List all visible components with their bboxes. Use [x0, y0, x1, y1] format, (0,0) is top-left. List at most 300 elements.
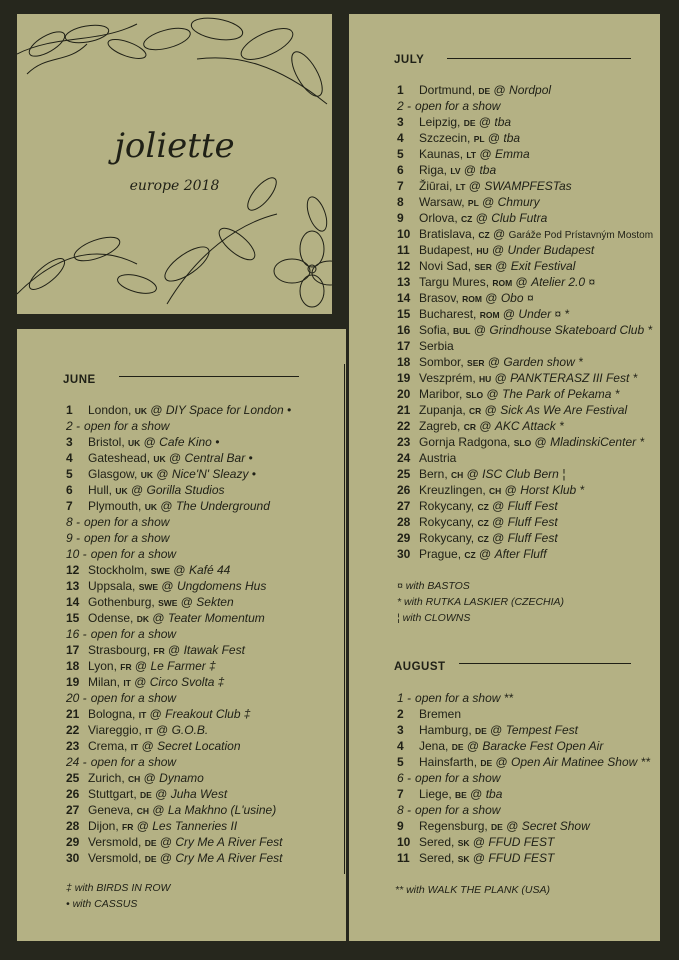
show-city: Uppsala, [88, 579, 139, 593]
show-row [397, 82, 653, 98]
country-code: DE [463, 118, 476, 128]
show-row [66, 562, 291, 578]
show-venue: Emma [495, 147, 530, 161]
show-date: 8 - [66, 515, 81, 529]
show-city: Plymouth, [88, 499, 145, 513]
show-venue: Freakout Club ‡ [165, 707, 251, 721]
show-row [397, 834, 650, 850]
show-row [66, 530, 291, 546]
show-date: 2 - [397, 99, 412, 113]
show-date: 29 [397, 531, 411, 545]
show-row [397, 178, 653, 194]
show-date: 17 [397, 339, 411, 353]
at-sign: @ [465, 179, 485, 193]
country-code: DE [140, 790, 152, 800]
country-code: UK [134, 406, 147, 416]
show-city: Odense, [88, 611, 137, 625]
show-date: 9 [397, 819, 404, 833]
country-code: PL [473, 134, 485, 144]
show-venue: After Fluff [494, 547, 547, 561]
show-row [66, 834, 291, 850]
show-city: Serbia [419, 339, 454, 353]
at-sign: @ [481, 403, 501, 417]
divider [119, 376, 299, 377]
show-row [66, 674, 291, 690]
show-date: 27 [397, 499, 411, 513]
show-city: Prague, [419, 547, 465, 561]
show-city: Bristol, [88, 435, 129, 449]
country-code: BE [455, 790, 467, 800]
show-venue: Cry Me A River Fest [175, 851, 283, 865]
show-city: Dortmund, [419, 83, 479, 97]
show-row [66, 642, 291, 658]
show-date: 23 [397, 435, 411, 449]
country-code: SLO [513, 438, 532, 448]
show-row [397, 306, 653, 322]
show-city: Bremen [419, 707, 462, 721]
show-date: 29 [66, 835, 80, 849]
june-notes [66, 880, 170, 912]
show-city: Zagreb, [419, 419, 464, 433]
open-slot-text: open for a show ** [415, 691, 514, 705]
show-city: Kaunas, [419, 147, 467, 161]
show-date: 18 [66, 659, 80, 673]
show-row [397, 786, 650, 802]
open-slot-text: open for a show [90, 547, 177, 561]
show-venue: Tempest Fest [505, 723, 578, 737]
at-sign: @ [146, 707, 166, 721]
show-date: 21 [66, 707, 80, 721]
at-sign: @ [177, 595, 197, 609]
show-date: 17 [66, 643, 80, 657]
month-heading-july: JULY [394, 54, 425, 66]
country-code: CR [469, 406, 482, 416]
show-row [66, 434, 291, 450]
country-code: ROM [479, 310, 500, 320]
at-sign: @ [148, 803, 168, 817]
at-sign: @ [476, 147, 495, 161]
open-slot-text: open for a show [415, 803, 501, 817]
at-sign: @ [501, 483, 521, 497]
show-venue: Secret Location [157, 739, 241, 753]
show-venue: tba [503, 131, 521, 145]
footnote: ** with WALK THE PLANK (USA) [395, 884, 551, 896]
country-code: UK [128, 438, 141, 448]
show-row [66, 818, 291, 834]
logo-panel [17, 14, 332, 314]
show-row [397, 850, 650, 866]
show-date: 10 [397, 227, 411, 241]
show-row [397, 210, 653, 226]
show-row [66, 706, 291, 722]
show-city: Versmold, [88, 835, 145, 849]
country-code: UK [140, 470, 153, 480]
show-date: 3 [397, 723, 404, 737]
show-venue: Les Tanneries II [152, 819, 238, 833]
show-city: Žiūrai, [419, 179, 456, 193]
show-venue: Under ¤ * [518, 307, 570, 321]
show-venue: Circo Svolta ‡ [149, 675, 225, 689]
show-row [397, 146, 653, 162]
show-row [397, 530, 653, 546]
show-city: Austria [419, 451, 457, 465]
show-city: Jena, [419, 739, 452, 753]
country-code: LT [455, 182, 466, 192]
show-row [397, 130, 653, 146]
show-row [66, 626, 291, 642]
show-date: 5 [397, 147, 404, 161]
show-city: Versmold, [88, 851, 145, 865]
show-row [397, 322, 653, 338]
show-city: Rokycany, [419, 499, 478, 513]
show-row [66, 594, 291, 610]
show-date: 13 [397, 275, 411, 289]
show-venue: Garáže Pod Prístavným Mostom [508, 230, 654, 241]
country-code: HU [479, 374, 492, 384]
show-venue: FFUD FEST [488, 851, 555, 865]
at-sign: @ [140, 435, 160, 449]
country-code: SWE [158, 598, 178, 608]
show-date: 4 [397, 739, 404, 753]
show-date: 18 [397, 355, 411, 369]
show-date: 6 - [397, 771, 412, 785]
show-row [397, 706, 650, 722]
at-sign: @ [463, 467, 483, 481]
show-row [66, 786, 291, 802]
divider [344, 364, 345, 874]
show-row [397, 402, 653, 418]
show-venue: Itawak Fest [183, 643, 245, 657]
show-city: Stockholm, [88, 563, 151, 577]
show-row [397, 98, 653, 114]
country-code: DE [475, 726, 487, 736]
country-code: CZ [477, 502, 489, 512]
country-code: IT [145, 726, 153, 736]
show-row [66, 738, 291, 754]
at-sign: @ [148, 611, 168, 625]
show-date: 14 [397, 291, 411, 305]
open-slot-text: open for a show [84, 515, 170, 529]
show-date: 2 - [66, 419, 81, 433]
at-sign: @ [164, 643, 184, 657]
show-date: 4 [397, 131, 404, 145]
show-date: 6 [397, 163, 404, 177]
at-sign: @ [463, 739, 483, 753]
country-code: DE [451, 742, 464, 752]
show-city: Zupanja, [419, 403, 470, 417]
show-date: 9 - [66, 531, 81, 545]
footnote: ‡ with BIRDS IN ROW [66, 882, 171, 894]
show-city: Bratislava, [419, 227, 479, 241]
show-date: 5 [397, 755, 404, 769]
show-date: 25 [66, 771, 80, 785]
at-sign: @ [531, 435, 551, 449]
at-sign: @ [460, 163, 480, 177]
show-date: 12 [397, 259, 411, 273]
show-city: Sered, [419, 851, 458, 865]
open-slot-text: open for a show [415, 771, 501, 785]
show-row [397, 338, 653, 354]
june-show-list [66, 402, 291, 866]
at-sign: @ [491, 371, 511, 385]
show-city: Bologna, [88, 707, 139, 721]
country-code: SWE [138, 582, 159, 592]
show-city: Stuttgart, [88, 787, 141, 801]
show-date: 3 [66, 435, 73, 449]
show-venue: G.O.B. [171, 723, 209, 737]
show-city: Crema, [88, 739, 131, 753]
show-venue: MladinskiCenter * [550, 435, 645, 449]
show-date: 12 [66, 563, 80, 577]
show-date: 30 [66, 851, 80, 865]
country-code: SER [474, 262, 492, 272]
open-slot-text: open for a show [84, 419, 170, 433]
show-city: London, [88, 403, 135, 417]
show-venue: PANKTERASZ III Fest * [510, 371, 638, 385]
show-venue: tba [485, 787, 503, 801]
show-row [66, 722, 291, 738]
country-code: FR [120, 662, 132, 672]
show-date: 10 - [66, 547, 87, 561]
show-venue: Fluff Fest [507, 499, 558, 513]
at-sign: @ [140, 771, 160, 785]
show-date: 30 [397, 547, 411, 561]
show-row [397, 450, 653, 466]
show-date: 1 [397, 83, 404, 97]
show-city: Novi Sad, [419, 259, 475, 273]
country-code: DE [478, 86, 491, 96]
show-venue: Fluff Fest [507, 515, 558, 529]
at-sign: @ [156, 851, 176, 865]
at-sign: @ [512, 275, 532, 289]
show-city: Lyon, [88, 659, 121, 673]
show-date: 27 [66, 803, 80, 817]
hibiscus-flower-icon [272, 229, 332, 309]
country-code: ROM [492, 278, 513, 288]
show-venue: Open Air Matinee Show ** [511, 755, 650, 769]
show-city: Strasbourg, [88, 643, 154, 657]
show-city: Maribor, [419, 387, 466, 401]
show-city: Targu Mures, [419, 275, 493, 289]
show-row [66, 466, 291, 482]
show-venue: La Makhno (L'usine) [167, 803, 277, 817]
show-row [397, 770, 650, 786]
show-venue: Juha West [170, 787, 228, 801]
show-date: 4 [66, 451, 73, 465]
show-date: 23 [66, 739, 80, 753]
show-city: Leipzig, [419, 115, 464, 129]
show-row [66, 482, 291, 498]
country-code: UK [115, 486, 128, 496]
show-row [397, 242, 653, 258]
country-code: LV [450, 166, 461, 176]
at-sign: @ [158, 579, 177, 593]
show-row [397, 274, 653, 290]
show-date: 26 [66, 787, 80, 801]
country-code: DE [144, 838, 157, 848]
country-code: CZ [461, 214, 473, 224]
show-city: Hull, [88, 483, 116, 497]
show-city: Orlova, [419, 211, 462, 225]
at-sign: @ [475, 115, 495, 129]
show-row [397, 418, 653, 434]
show-date: 9 [397, 211, 404, 225]
show-row [397, 258, 653, 274]
show-row [397, 290, 653, 306]
show-row [397, 386, 653, 402]
show-city: Milan, [88, 675, 124, 689]
show-venue: Central Bar • [184, 451, 253, 465]
show-date: 11 [397, 243, 410, 257]
show-city: Hainsfarth, [419, 755, 481, 769]
show-venue: Nice'N' Sleazy • [171, 467, 256, 481]
show-venue: tba [494, 115, 512, 129]
country-code: CZ [478, 230, 490, 240]
country-code: DE [144, 854, 157, 864]
country-code: DE [480, 758, 493, 768]
show-venue: Fluff Fest [507, 531, 558, 545]
show-row [66, 658, 291, 674]
month-heading-june: JUNE [63, 374, 96, 386]
show-venue: Garden show * [503, 355, 583, 369]
at-sign: @ [499, 307, 519, 321]
at-sign: @ [475, 419, 495, 433]
at-sign: @ [486, 723, 506, 737]
at-sign: @ [488, 515, 508, 529]
show-row [66, 450, 291, 466]
show-date: 7 [397, 787, 404, 801]
show-date: 24 - [66, 755, 87, 769]
at-sign: @ [488, 499, 508, 513]
country-code: CZ [464, 550, 476, 560]
show-row [66, 690, 291, 706]
show-city: Bucharest, [419, 307, 480, 321]
show-date: 28 [66, 819, 80, 833]
show-row [397, 818, 650, 834]
show-city: Brasov, [419, 291, 463, 305]
open-slot-text: open for a show [90, 755, 177, 769]
show-date: 28 [397, 515, 411, 529]
show-city: Rokycany, [419, 531, 478, 545]
show-city: Veszprém, [419, 371, 480, 385]
show-city: Regensburg, [419, 819, 492, 833]
show-venue: Obo ¤ [500, 291, 534, 305]
at-sign: @ [483, 387, 503, 401]
country-code: LT [466, 150, 477, 160]
show-venue: Atelier 2.0 ¤ [531, 275, 596, 289]
country-code: UK [153, 454, 166, 464]
at-sign: @ [488, 243, 508, 257]
show-row [397, 226, 653, 242]
show-date: 21 [397, 403, 411, 417]
country-code: SK [457, 838, 470, 848]
show-row [397, 162, 653, 178]
tour-subtitle: europe 2018 [129, 178, 220, 194]
show-city: Szczecin, [419, 131, 474, 145]
footnote: • with CASSUS [66, 898, 138, 910]
at-sign: @ [165, 451, 185, 465]
country-code: BUL [453, 326, 471, 336]
country-code: CH [489, 486, 502, 496]
show-venue: Chmury [497, 195, 540, 209]
country-code: SK [457, 854, 470, 864]
show-date: 10 [397, 835, 411, 849]
show-city: Zurich, [88, 771, 129, 785]
show-venue: Cry Me A River Fest [175, 835, 283, 849]
show-venue: Horst Klub * [520, 483, 585, 497]
show-venue: SWAMPFESTas [484, 179, 572, 193]
show-city: Gateshead, [88, 451, 154, 465]
show-row [397, 482, 653, 498]
at-sign: @ [152, 723, 172, 737]
show-city: Hamburg, [419, 723, 476, 737]
at-sign: @ [481, 291, 501, 305]
show-venue: AKC Attack * [494, 419, 564, 433]
show-venue: Nordpol [509, 83, 552, 97]
show-venue: Sekten [196, 595, 234, 609]
open-slot-text: open for a show [90, 627, 177, 641]
show-city: Sered, [419, 835, 458, 849]
country-code: CH [128, 774, 141, 784]
show-city: Kreuzlingen, [419, 483, 490, 497]
show-row [397, 514, 653, 530]
show-date: 22 [397, 419, 411, 433]
show-date: 16 [397, 323, 411, 337]
show-venue: Kafé 44 [188, 563, 231, 577]
show-date: 8 - [397, 803, 412, 817]
show-row [66, 802, 291, 818]
show-row [66, 770, 291, 786]
show-city: Liege, [419, 787, 456, 801]
show-venue: Gorilla Studios [146, 483, 225, 497]
open-slot-text: open for a show [84, 531, 170, 545]
show-row [397, 754, 650, 770]
at-sign: @ [138, 739, 158, 753]
at-sign: @ [478, 195, 498, 209]
at-sign: @ [489, 227, 509, 241]
at-sign: @ [130, 675, 150, 689]
show-date: 1 [66, 403, 73, 417]
country-code: SER [467, 358, 485, 368]
at-sign: @ [469, 851, 489, 865]
country-code: FR [122, 822, 134, 832]
show-row [66, 578, 291, 594]
show-date: 19 [66, 675, 80, 689]
show-date: 22 [66, 723, 80, 737]
show-city: Geneva, [88, 803, 137, 817]
show-city: Gothenburg, [88, 595, 159, 609]
show-row [66, 754, 291, 770]
at-sign: @ [472, 211, 492, 225]
show-venue: Baracke Fest Open Air [482, 739, 604, 753]
show-venue: Teater Momentum [167, 611, 265, 625]
show-date: 24 [397, 451, 411, 465]
show-row [66, 514, 291, 530]
open-slot-text: open for a show [415, 99, 501, 113]
show-row [397, 802, 650, 818]
show-row [397, 738, 650, 754]
country-code: DK [136, 614, 149, 624]
at-sign: @ [475, 547, 495, 561]
show-venue: Le Farmer ‡ [150, 659, 216, 673]
june-panel [17, 329, 346, 941]
show-venue: Under Budapest [507, 243, 595, 257]
show-date: 20 [397, 387, 411, 401]
show-date: 1 - [397, 691, 412, 705]
show-venue: ISC Club Bern ¦ [482, 467, 566, 481]
at-sign: @ [147, 403, 166, 417]
show-row [397, 546, 653, 562]
